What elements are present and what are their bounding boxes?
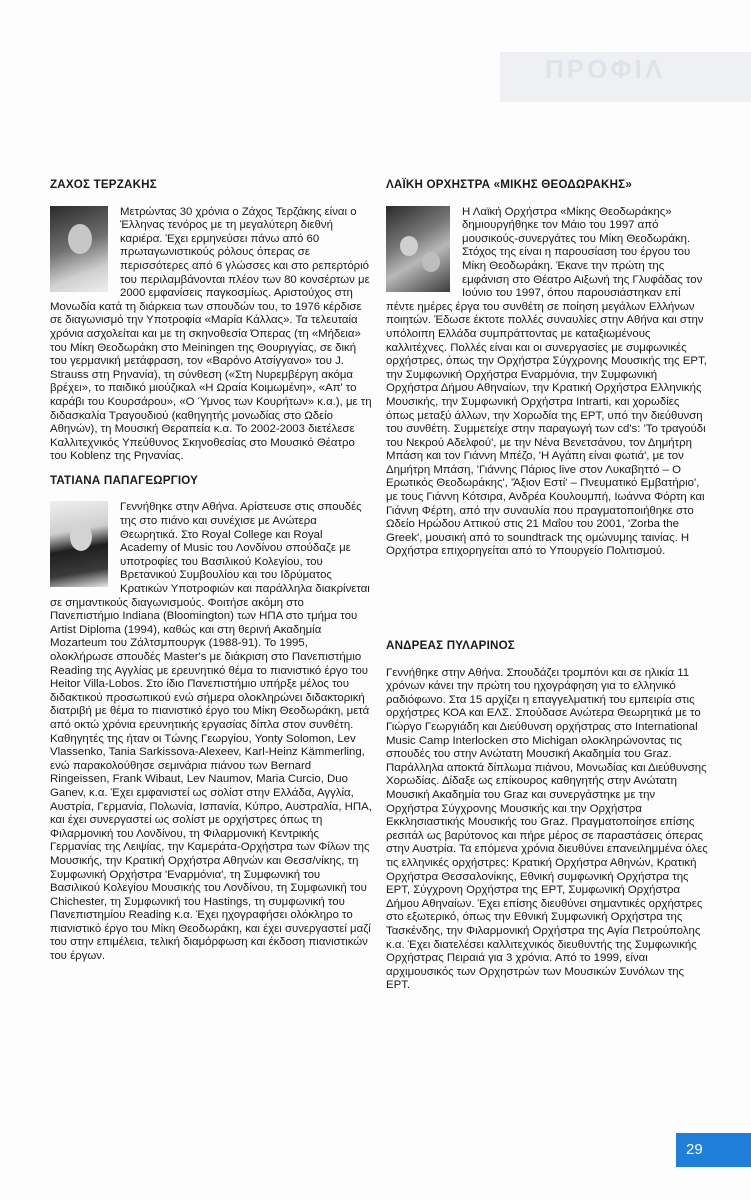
- portrait-photo: [50, 501, 108, 587]
- bio-papageorgiou: [50, 474, 372, 964]
- bio-text: Γεννήθηκε στην Αθήνα. Σπουδάζει τρομπόνι και σε ηλικία 11 χρόνων κάνει την πρώτη του ηχογράφηση για το ελληνικό ραδιόφωνο. Στα 15 αρχίζει η επαγγελματική του εμπειρία στις ορχήστρες ΚΟΑ και ΕΛΣ. Σπούδασε Ανώτερα Θεωρητικά με το Γιώργο Γεωργιάδη και Διεύθυνση ορχήστρας στο International Music Camp Interlocken στο Michigan ολοκληρώνοντας τις σπουδές του στην Ανώτατη Μουσική Ακαδημία του Graz. Παράλληλα αποκτά δίπλωμα πιάνου, Μονωδίας και Διεύθυνσης Χορωδίας. Δίδαξε ως επίκουρος καθηγητής στην Ανώτατη Μουσική Ακαδημία του Graz και συνεργάστηκε με την Ορχήστρα Σύγχρονης Μουσικής και την Ορχήστρα Εκκλησιαστικής Μουσικής του Graz. Πραγματοποίησε επίσης ρεσιτάλ ως βαρύτονος και πήρε μέρος σε παραστάσεις όπερας στην Αυστρία. Τα επόμενα χρόνια διευθύνει επανειλημμένα όλες τις ελληνικές ορχήστρες: Κρατική Ορχήστρα Αθηνών, Κρατική Ορχήστρα Θεσσαλονίκης, Εθνική συμφωνική Ορχήστρα της ΕΡΤ, Σύγχρονη Ορχήστρα της ΕΡΤ, Συμφωνική Ορχήστρα Δήμου Αθηναίων. Έχει επίσης διευθύνει σημαντικές ορχήστρες στο εξωτερικό, όπως την Εθνική Συμφωνική Ορχήστρα της Τασκένδης, την Φιλαρμονική Ορχήστρα της Αγία Πετρούπολης κ.α. Έχει διατελέσει καλλιτεχνικός διευθυντής της Συμφωνικής Ορχήστρας Πειραιά για 3 χρόνια. Από το 1999, είναι αρχιμουσικός των Ορχηστρών των Μουσικών Συνόλων της ΕΡΤ.: [386, 666, 708, 992]
- bio-laiki-orchestra: [386, 178, 708, 559]
- bio-text: Η Λαϊκή Ορχήστρα «Μίκης Θεοδωράκης» δημιουργήθηκε τον Μάιο του 1997 από μουσικούς-συνεργάτες του Μίκη Θεοδωράκη. Στόχος της είναι η παρουσίαση του έργου του Μίκη Θεοδωράκη. Έκανε την πρώτη της εμφάνιση στο Θέατρο Αιξωνή της Γλυφάδας τον Ιούνιο του 1997, όπου παρουσιάστηκαν επί πέντε ημέρες έργα του συνθέτη σε ποίηση μεγάλων Ελλήνων ποιητών. Έδωσε έκτοτε πολλές συναυλίες στην Αθήνα και στην υπόλοιπη Ελλάδα συμπράττοντας με καταξιωμένους καλλιτέχνες. Πολλές είναι και οι συνεργασίες με συμφωνικές ορχήστρες, όπως την Ορχήστρα Σύγχρονης Μουσικής της ΕΡΤ, την Συμφωνική Ορχήστρα Εναρμόνια, την Συμφωνική Ορχήστρα Δήμου Αθηναίων, την Κρατική Ορχήστρα Ελληνικής Μουσικής, την Συμφωνική Ορχήστρα Intrarti, και χορωδίες όπως μεταξύ άλλων, την Χορωδία της ΕΡΤ, υπό την διεύθυνση του συνθέτη. Συμμετείχε στην παραγωγή των cd's: 'Το τραγούδι του Νεκρού Αδελφού', με την Νένα Βενετσάνου, τον Δημήτρη Μπάση και τον Γιάννη Μπέζο, 'Η Αγάπη είναι φωτιά', με τον Δημήτρη Μπάση, 'Γιάννης Πάριος live στον Λυκαβηττό – Ο Ερωτικός Θεοδωράκης', 'Άξιον Εστί' – Πνευματικό Εμβατήριο', με τους Γιάννη Κότσιρα, Ανδρέα Κουλουμπή, Ιωάννα Φόρτη και Γιάννη Φέρτη, από την συναυλία που πραγματοποιήθηκε στο Ωδείο Ηρώδου Αττικού στις 21 Μαΐου του 2001, 'Zorba the Greek', μουσική από το soundtrack της ομώνυμης ταινίας. Η Ορχήστρα επιχορηγείται από το Υπουργείο Πολιτισμού.: [386, 205, 707, 558]
- bio-title: ΑΝΔΡΕΑΣ ΠΥΛΑΡΙΝΟΣ: [386, 639, 515, 653]
- header-decoration-text: ΠΡΟΦΙΛ: [545, 54, 666, 84]
- portrait-photo: [50, 206, 108, 292]
- page-number: 29: [686, 1141, 703, 1158]
- group-photo: [386, 206, 450, 292]
- bio-title: ΖΑΧΟΣ ΤΕΡΖΑΚΗΣ: [50, 178, 157, 191]
- right-column: [386, 178, 708, 1003]
- bio-terzakis: [50, 178, 372, 464]
- bio-pylarinos: [386, 639, 708, 993]
- bio-title: ΛΑΪΚΗ ΟΡΧΗΣΤΡΑ «ΜΙΚΗΣ ΘΕΟΔΩΡΑΚΗΣ»: [386, 178, 632, 191]
- left-column: [50, 178, 372, 974]
- bio-text: Γεννήθηκε στην Αθήνα. Αρίστευσε στις σπουδές της στο πιάνο και συνέχισε με Ανώτερα Θεωρητικά. Στο Royal College και Royal Academy of Music του Λονδίνου σπούδαζε με υποτροφίες του Βασιλικού Κολεγίου, του Βρετανικού Συμβουλίου και του Ιδρύματος Κρατικών Υποτροφιών και παράλληλα διακρίνεται σε σημαντικούς διαγωνισμούς. Φοιτήσε ακόμη στο Πανεπιστήμιο Indiana (Bloomington) των ΗΠΑ στο τμήμα του Artist Diploma (1994), καθώς και στη θερινή Ακαδημία Mozarteum του Ζάλτσμπουργκ (1988-91). Το 1995, ολοκλήρωσε σπουδές Master's με διάκριση στο Πανεπιστήμιο Reading της Αγγλίας με ερευνητικό θέμα το πιανιστικό έργο του Heitor Villa-Lobos. Στο ίδιο Πανεπιστήμιο υπήρξε μέλος του διδακτικού προσωπικού ενώ σήμερα ολοκληρώνει διδακτορική διατριβή με θέμα το πιανιστικό έργο του Μίκη Θεοδωράκη, μετά από οκτώ χρόνια ερευνητικής εργασίας δίπλα στον συνθέτη. Καθηγητές της ήταν οι Τώνης Γεωργίου, Yonty Solomon, Lev Vlassenko, Tania Sarkissova-Alexeev, Karl-Heinz Kämmerling, ενώ παρακολούθησε σεμινάρια πιάνου των Bernard Ringeissen, Frank Wibaut, Lev Naumov, Maria Curcio, Duo Ganev, κ.α. Έχει εμφανιστεί ως σολίστ στην Ελλάδα, Αγγλία, Αυστρία, Γερμανία, Πολωνία, Ισπανία, Κύπρο, Αυστραλία, ΗΠΑ, και έχει συνεργαστεί ως σολίστ με ορχήστρες όπως τη Φιλαρμονική του Λονδίνου, τη Φιλαρμονική Κεντρικής Γερμανίας της Λειψίας, την Καμεράτα-Ορχήστρα των Φίλων της Μουσικής, την Κρατική Ορχήστρα Αθηνών και Θεσσ/νίκης, τη Συμφωνική Ορχήστρα 'Εναρμόνια', τη Συμφωνική του Βασιλικού Κολεγίου Μουσικής του Λονδίνου, τη Συμφωνική του Chichester, τη Συμφωνική του Hastings, τη συμφωνική του Πανεπιστημίου Reading κ.α. Έχει ηχογραφήσει ολόκληρο το πιανιστικό έργο του Μίκη Θεοδωράκη, και έχει συνεργαστεί μαζί του στην επιμέλεια, τελική διαμόρφωση και έκδοση πιανιστικών του έργων.: [50, 501, 372, 963]
- bio-title: ΤΑΤΙΑΝΑ ΠΑΠΑΓΕΩΡΓΙΟΥ: [50, 473, 199, 487]
- bio-text: Μετρώντας 30 χρόνια ο Ζάχος Τερζάκης είναι ο Έλληνας τενόρος με τη μεγαλύτερη διεθνή καριέρα. Έχει ερμηνεύσει πάνω από 60 πρωταγωνιστικούς ρόλους όπερας σε περισσότερες από 6 γλώσσες και στο ρεπερτόριό του περιλαμβάνονται πλέον των 80 κονσέρτων με 2000 εμφανίσεις παγκοσμίως. Αριστούχος στη Μονωδία κατά τη διάρκεια των σπουδών του, το 1976 κέρδισε σε διαγωνισμό την Υποτροφία «Μαρία Κάλλας». Τα τελευταία χρόνια ασχολείται και με τη σκηνοθεσία Όπερας (τη «Μήδεια» του Μίκη Θεοδωράκη στο Meiningen της Θουριγγίας, σε δική του γερμανική μετάφραση, τον «Βαρόνο Ατσίγγανο» του J. Strauss στη Ρηνανία), τη σύνθεση («Στη Νυρεμβέργη ακόμα βρέχει», το παιδικό μιούζικαλ «Η Ωραία Κοιμωμένη», «Απ' το καράβι του Κουρσάρου», «Ο Ύμνος των Κουρήτων» κ.α.), με τη διδασκαλία Τραγουδιού (καθηγητής μονωδίας στο Ωδείο Αθηνών), τη Μουσική Θεραπεία κ.α. Το 2002-2003 διετέλεσε Καλλιτεχνικός Υπεύθυνος Σκηνοθεσίας στο Μουσικό Θέατρο του Koblenz της Ρηνανίας.: [50, 205, 372, 463]
